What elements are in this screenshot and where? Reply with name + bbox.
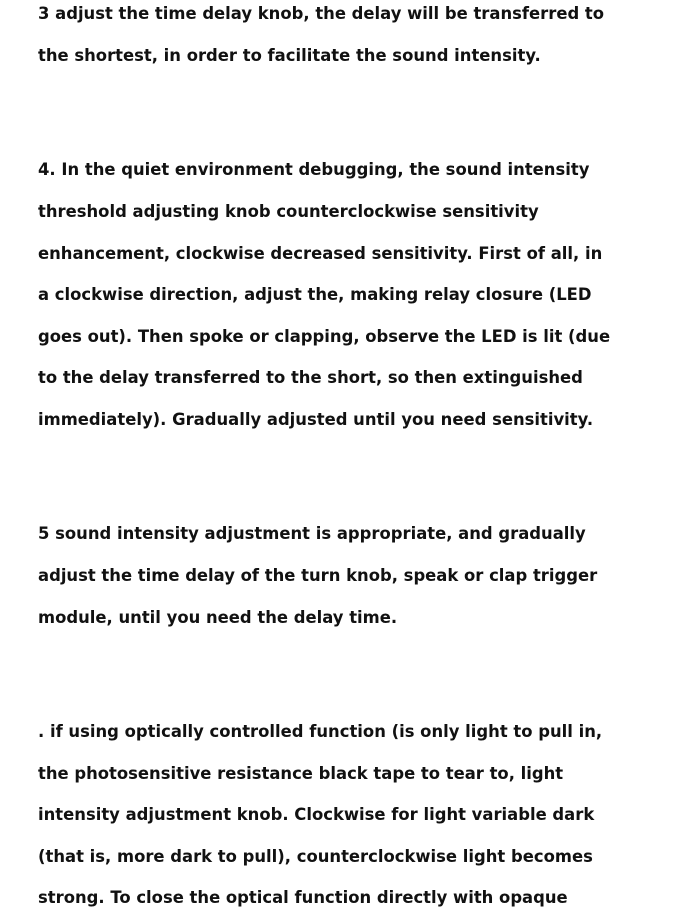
- text-line: threshold adjusting knob counterclockwise sensitivity: [38, 202, 539, 222]
- text-line: goes out). Then spoke or clapping, observe the LED is lit (due: [38, 327, 611, 347]
- text-line: the photosensitive resistance black tape to tear to, light: [38, 764, 564, 784]
- text-line: 3 adjust the time delay knob, the delay will be transferred to: [38, 4, 605, 24]
- text-line: enhancement, clockwise decreased sensitivity. First of all, in: [38, 244, 603, 264]
- text-line: . if using optically controlled function (is only light to pull in,: [38, 722, 603, 742]
- text-line: a clockwise direction, adjust the, making relay closure (LED: [38, 285, 592, 305]
- text-line: strong. To close the optical function directly with opaque: [38, 888, 568, 908]
- text-line: to the delay transferred to the short, so then extinguished: [38, 368, 583, 388]
- text-line: (that is, more dark to pull), counterclockwise light becomes: [38, 847, 593, 867]
- text-line: module, until you need the delay time.: [38, 608, 398, 628]
- text-line: 5 sound intensity adjustment is appropriate, and gradually: [38, 524, 586, 544]
- text-line: 4. In the quiet environment debugging, the sound intensity: [38, 160, 590, 180]
- text-line: the shortest, in order to facilitate the sound intensity.: [38, 46, 541, 66]
- text-line: immediately). Gradually adjusted until you need sensitivity.: [38, 410, 594, 430]
- text-line: intensity adjustment knob. Clockwise for light variable dark: [38, 805, 595, 825]
- text-line: adjust the time delay of the turn knob, speak or clap trigger: [38, 566, 598, 586]
